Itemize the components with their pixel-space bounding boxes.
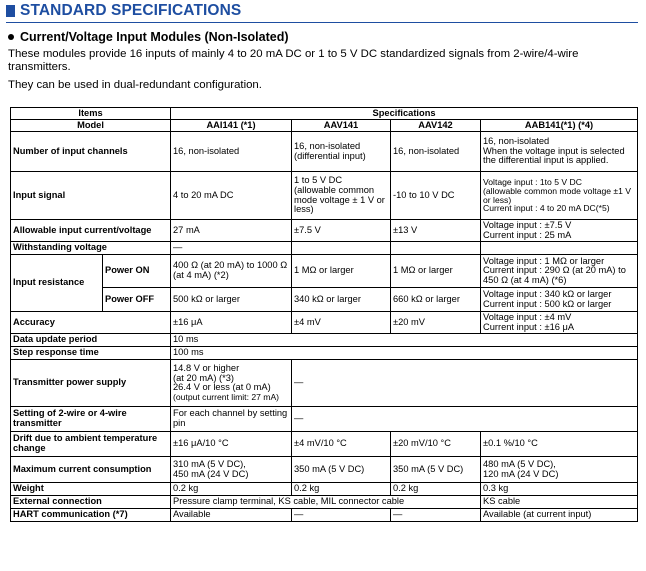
table-row — [11, 255, 638, 288]
heading-text: STANDARD SPECIFICATIONS — [20, 2, 242, 19]
redundancy-paragraph: They can be used in dual-redundant configuration. — [8, 79, 262, 91]
table-row — [11, 172, 638, 220]
cell: — — [292, 360, 638, 407]
row-label: Weight — [11, 483, 171, 496]
subheading-text: Current/Voltage Input Modules (Non-Isolated) — [20, 30, 289, 44]
cell: Voltage input : 1to 5 V DC (allowable common mode voltage ±1 V or less) Current input : 4 to 20 mA DC(*5) — [481, 172, 638, 220]
cell: 10 ms — [171, 334, 638, 347]
table-row — [11, 334, 638, 347]
intro-paragraph: These modules provide 16 inputs of mainly 4 to 20 mA DC or 1 to 5 V DC standardized signals from 2-wire/4-wire transmitters. — [8, 48, 579, 73]
cell-line: 14.8 V or higher — [173, 363, 240, 374]
row-label: Input resistance — [11, 255, 103, 312]
table-row — [11, 108, 638, 120]
table-row — [11, 483, 638, 496]
cell: 100 ms — [171, 347, 638, 360]
row-label: HART communication (*7) — [11, 509, 171, 522]
cell — [171, 360, 292, 407]
table-row — [11, 360, 638, 407]
cell: 660 kΩ or larger — [391, 288, 481, 312]
model-aab141: AAB141(*1) (*4) — [481, 120, 638, 132]
cell-line: 26.4 V or less (at 0 mA) — [173, 382, 271, 393]
cell: 0.2 kg — [171, 483, 292, 496]
cell: 1 MΩ or larger — [292, 255, 391, 288]
table-row — [11, 312, 638, 334]
cell: — — [391, 509, 481, 522]
cell: 350 mA (5 V DC) — [391, 457, 481, 483]
table-row — [11, 242, 638, 255]
cell: 500 kΩ or larger — [171, 288, 292, 312]
cell: Voltage input : 340 kΩ or larger Current input : 500 kΩ or larger — [481, 288, 638, 312]
cell: For each channel by setting pin — [171, 407, 292, 432]
cell: — — [171, 242, 292, 255]
sub-label: Power ON — [103, 255, 171, 288]
cell: 1 to 5 V DC (allowable common mode voltage ± 1 V or less) — [292, 172, 391, 220]
model-aav142: AAV142 — [391, 120, 481, 132]
cell: ±16 μA/10 °C — [171, 432, 292, 457]
table-row — [11, 220, 638, 242]
cell: ±0.1 %/10 °C — [481, 432, 638, 457]
row-label: External connection — [11, 496, 171, 509]
row-label: Accuracy — [11, 312, 171, 334]
spec-table — [10, 107, 638, 522]
cell: 310 mA (5 V DC), 450 mA (24 V DC) — [171, 457, 292, 483]
heading-rule — [6, 22, 638, 23]
bullet-icon — [8, 34, 14, 40]
cell: KS cable — [481, 496, 638, 509]
cell: Available (at current input) — [481, 509, 638, 522]
table-row — [11, 432, 638, 457]
model-aai141: AAI141 (*1) — [171, 120, 292, 132]
sub-label: Power OFF — [103, 288, 171, 312]
cell — [292, 242, 391, 255]
row-label: Step response time — [11, 347, 171, 360]
cell: 0.3 kg — [481, 483, 638, 496]
row-label: Withstanding voltage — [11, 242, 171, 255]
cell: 480 mA (5 V DC), 120 mA (24 V DC) — [481, 457, 638, 483]
row-label: Transmitter power supply — [11, 360, 171, 407]
table-row — [11, 509, 638, 522]
cell: 350 mA (5 V DC) — [292, 457, 391, 483]
cell: ±7.5 V — [292, 220, 391, 242]
heading-square-icon — [6, 5, 15, 17]
model-aav141: AAV141 — [292, 120, 391, 132]
row-label: Input signal — [11, 172, 171, 220]
cell: 400 Ω (at 20 mA) to 1000 Ω (at 4 mA) (*2) — [171, 255, 292, 288]
cell: Voltage input : ±4 mV Current input : ±16 μA — [481, 312, 638, 334]
cell: ±16 μA — [171, 312, 292, 334]
cell: 0.2 kg — [292, 483, 391, 496]
cell-line: (at 20 mA) (*3) — [173, 372, 234, 383]
cell: Pressure clamp terminal, KS cable, MIL connector cable — [171, 496, 481, 509]
cell: 340 kΩ or larger — [292, 288, 391, 312]
table-row — [11, 407, 638, 432]
row-label: Allowable input current/voltage — [11, 220, 171, 242]
cell — [481, 242, 638, 255]
section-heading — [6, 2, 241, 20]
cell: — — [292, 407, 638, 432]
row-label: Data update period — [11, 334, 171, 347]
cell: ±20 mV/10 °C — [391, 432, 481, 457]
cell: Voltage input : ±7.5 V Current input : 25 mA — [481, 220, 638, 242]
table-row — [11, 457, 638, 483]
cell: 27 mA — [171, 220, 292, 242]
row-label: Number of input channels — [11, 132, 171, 172]
table-row — [11, 496, 638, 509]
row-label: Setting of 2-wire or 4-wire transmitter — [11, 407, 171, 432]
cell: 0.2 kg — [391, 483, 481, 496]
cell: 1 MΩ or larger — [391, 255, 481, 288]
specifications-header: Specifications — [171, 108, 638, 120]
table-row — [11, 347, 638, 360]
row-label: Drift due to ambient temperature change — [11, 432, 171, 457]
subheading — [8, 30, 289, 44]
row-label: Maximum current consumption — [11, 457, 171, 483]
table-row — [11, 132, 638, 172]
cell: Voltage input : 1 MΩ or larger Current input : 290 Ω (at 20 mA) to 450 Ω (at 4 mA) (*6) — [481, 255, 638, 288]
table-row — [11, 288, 638, 312]
cell: 16, non-isolated (differential input) — [292, 132, 391, 172]
cell: 16, non-isolated — [391, 132, 481, 172]
model-header: Model — [11, 120, 171, 132]
cell: — — [292, 509, 391, 522]
items-header: Items — [11, 108, 171, 120]
cell-line: (output current limit: 27 mA) — [173, 391, 280, 402]
cell: ±13 V — [391, 220, 481, 242]
cell — [391, 242, 481, 255]
cell: ±20 mV — [391, 312, 481, 334]
table-row — [11, 120, 638, 132]
cell: Available — [171, 509, 292, 522]
cell: ±4 mV/10 °C — [292, 432, 391, 457]
cell: 4 to 20 mA DC — [171, 172, 292, 220]
cell: 16, non-isolated — [171, 132, 292, 172]
cell: -10 to 10 V DC — [391, 172, 481, 220]
cell: 16, non-isolated When the voltage input is selected the differential input is applied. — [481, 132, 638, 172]
cell: ±4 mV — [292, 312, 391, 334]
